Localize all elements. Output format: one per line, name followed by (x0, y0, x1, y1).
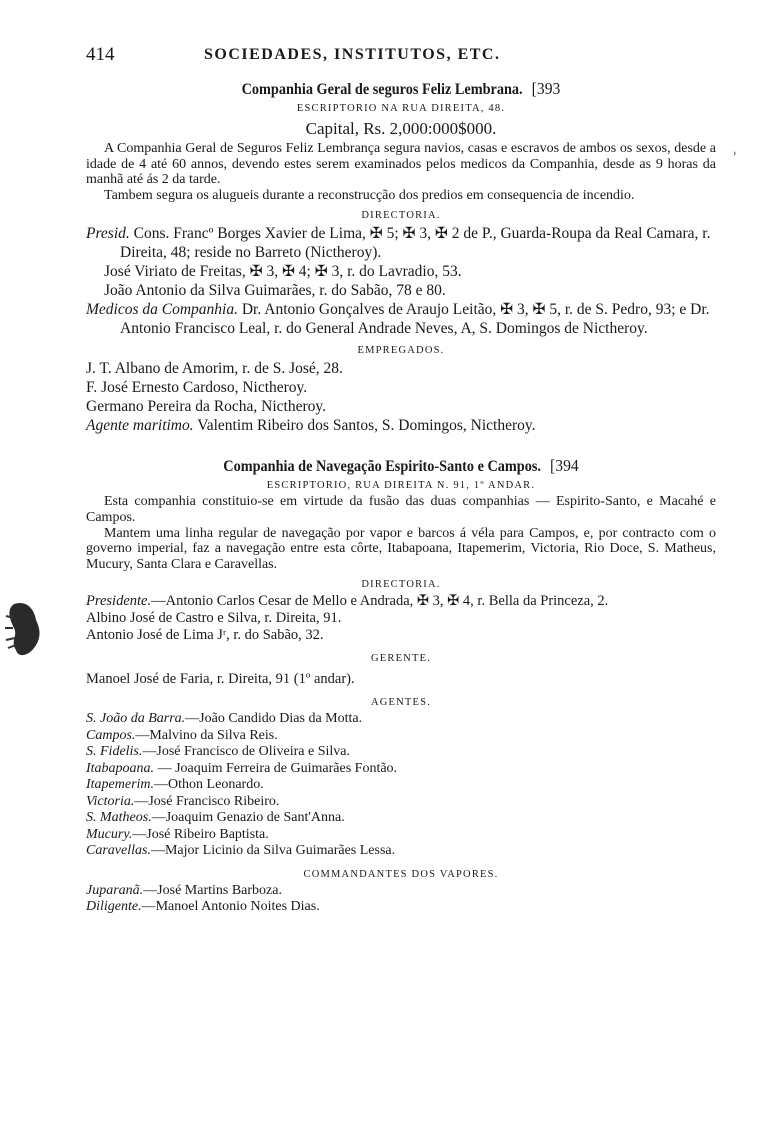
list-item: Albino José de Castro e Silva, r. Direita, 91. (86, 610, 342, 627)
paragraph: A Companhia Geral de Seguros Feliz Lembrança segura navios, casas e escravos de ambos os sexos, desde a idade de 4 até 60 annos, devendo estes serem examinados pelos medicos da Companhia, desde as 9 horas da manhã até ás 2 da tarde. (86, 141, 716, 188)
running-header (86, 44, 716, 68)
list-item: Antonio José de Lima Jʳ, r. do Sabão, 32. (86, 627, 324, 644)
list-item: Caravellas.—Major Licinio da Silva Guimarães Lessa. (86, 843, 396, 859)
list-item: Agente maritimo. Valentim Ribeiro dos Santos, S. Domingos, Nictheroy. (86, 417, 536, 435)
paragraph: Tambem segura os alugueis durante a reconstrucção dos predios em consequencia de incendio. (104, 187, 635, 203)
commandantes-heading: COMMANDANTES DOS VAPORES. (303, 868, 499, 880)
document-page (86, 44, 716, 916)
gerente-line: Manoel José de Faria, r. Direita, 91 (1º andar). (86, 671, 355, 688)
section-394 (86, 455, 716, 915)
list-item: S. Matheos.—Joaquim Genazio de Sant'Anna. (86, 810, 345, 826)
directoria-list (86, 593, 716, 644)
paragraph: Mantem uma linha regular de navegação por vapor e barcos á véla para Campos, e, por contracto com o governo imperial, faz a navegação entre esta côrte, Itabapoana, Itapemerim, Victoria, Rio Doce, S. Matheus, Mucury, Santa Clara e Caravellas. (86, 525, 716, 572)
list-item: Medicos da Companhia. Dr. Antonio Gonçalves de Araujo Leitão, ✠ 3, ✠ 5, r. de S. Pedro, 93; e Dr. Antonio Francisco Leal, r. do General Andrade Neves, A, S. Domingos de Nictheroy. (86, 301, 710, 338)
list-item: Itabapoana. — Joaquim Ferreira de Guimarães Fontão. (86, 760, 398, 776)
page-number: 414 (86, 44, 115, 65)
agentes-heading: AGENTES. (370, 697, 432, 709)
list-item: João Antonio da Silva Guimarães, r. do Sabão, 78 e 80. (104, 282, 446, 300)
list-item: Mucury.—José Ribeiro Baptista. (86, 826, 269, 842)
section-393 (86, 78, 716, 435)
list-item: Itapemerim.—Othon Leonardo. (86, 777, 264, 793)
list-item: S. João da Barra.—João Candido Dias da Motta. (86, 711, 363, 727)
directoria-heading: DIRECTORIA. (361, 210, 441, 222)
list-item: S. Fidelis.—José Francisco de Oliveira e Silva. (86, 744, 351, 760)
ink-blot-decoration (4, 598, 44, 660)
gerente-heading: GERENTE. (370, 653, 432, 665)
list-item: Presidente.—Antonio Carlos Cesar de Mello e Andrada, ✠ 3, ✠ 4, r. Bella da Princeza, 2. (86, 593, 609, 610)
list-item: José Viriato de Freitas, ✠ 3, ✠ 4; ✠ 3, r. do Lavradio, 53. (104, 263, 462, 281)
capital-line: Capital, Rs. 2,000:000$000. (305, 119, 497, 138)
section-number: [393 (531, 79, 561, 98)
section-title: Companhia Geral de seguros Feliz Lembrana. [393 (241, 79, 561, 98)
commandantes-list (86, 883, 716, 916)
margin-mark: › (733, 148, 737, 159)
agentes-list (86, 711, 716, 860)
directoria-heading: DIRECTORIA. (361, 579, 441, 591)
list-item: F. José Ernesto Cardoso, Nictheroy. (86, 379, 308, 397)
list-item: Presid. Cons. Francº Borges Xavier de Lima, ✠ 5; ✠ 3, ✠ 2 de P., Guarda-Roupa da Real Camara, r. Direita, 48; reside no Barreto (Nictheroy). (86, 225, 711, 262)
paragraph: Esta companhia constituio-se em virtude da fusão das duas companhias — Espirito-Santo, e Macahé e Campos. (86, 494, 716, 525)
empregados-list (86, 359, 716, 435)
running-title: SOCIEDADES, INSTITUTOS, ETC. (204, 46, 501, 63)
list-item: Germano Pereira da Rocha, Nictheroy. (86, 398, 327, 416)
list-item: Diligente.—Manoel Antonio Noites Dias. (86, 899, 320, 915)
section-title: Companhia de Navegação Espirito-Santo e Campos. [394 (223, 456, 579, 476)
empregados-heading: EMPREGADOS. (357, 345, 445, 357)
section-number: [394 (550, 456, 579, 476)
list-item: J. T. Albano de Amorim, r. de S. José, 28. (86, 360, 343, 378)
list-item: Victoria.—José Francisco Ribeiro. (86, 793, 280, 809)
office-address: ESCRIPTORIO, RUA DIREITA N. 91, 1º ANDAR. (266, 480, 536, 492)
list-item: Juparanã.—José Martins Barboza. (86, 882, 282, 898)
directoria-list (86, 224, 716, 338)
office-address: ESCRIPTORIO NA RUA DIREITA, 48. (296, 103, 506, 114)
list-item: Campos.—Malvino da Silva Reis. (86, 727, 278, 743)
